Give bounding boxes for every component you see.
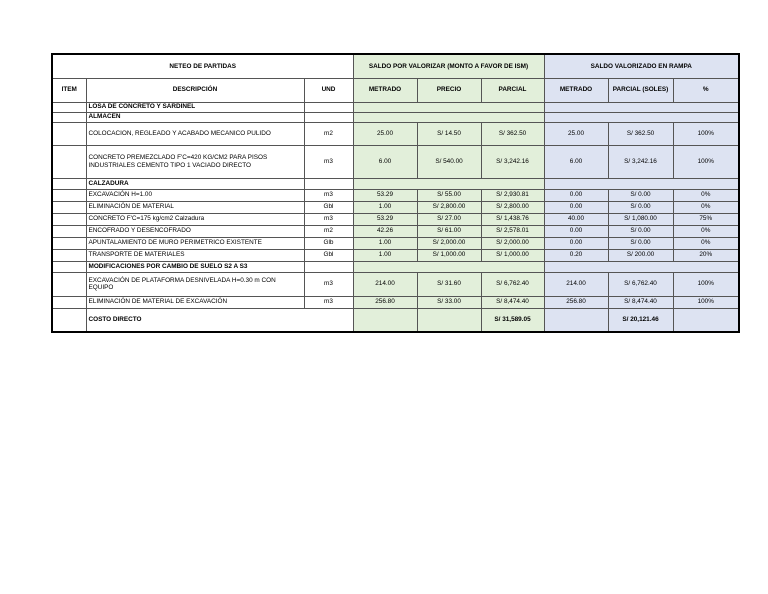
row-percent: 0%: [673, 225, 739, 237]
row-parcial: S/ 2,800.00: [481, 201, 544, 213]
row-parcial: S/ 362.50: [481, 122, 544, 145]
col-precio: PRECIO: [417, 78, 481, 102]
table-row: [52, 122, 739, 145]
row-desc: COLOCACION, REGLEADO Y ACABADO MECANICO PULIDO: [86, 122, 304, 145]
row-parcial-valorizado: S/ 8,474.40: [608, 296, 673, 308]
col-metrado-valorizado: METRADO: [544, 78, 608, 102]
row-metrado-valorizado: 0.00: [544, 201, 608, 213]
col-parcial: PARCIAL: [481, 78, 544, 102]
header-neteo: NETEO DE PARTIDAS: [52, 54, 353, 78]
row-parcial: S/ 2,578.01: [481, 225, 544, 237]
row-metrado: 214.00: [353, 272, 417, 296]
row-metrado-valorizado: 214.00: [544, 272, 608, 296]
section-losa: LOSA DE CONCRETO Y SARDINEL: [86, 102, 304, 112]
row-metrado: 6.00: [353, 145, 417, 178]
row-metrado-valorizado: 25.00: [544, 122, 608, 145]
row-und: m3: [304, 296, 353, 308]
row-metrado: 53.29: [353, 213, 417, 225]
table-row: [52, 272, 739, 296]
table-row: [52, 201, 739, 213]
row-percent: 100%: [673, 272, 739, 296]
table-row: [52, 189, 739, 201]
row-und: m3: [304, 272, 353, 296]
row-percent: 75%: [673, 213, 739, 225]
total-label: COSTO DIRECTO: [86, 308, 353, 332]
row-parcial: S/ 2,000.00: [481, 237, 544, 249]
row-desc: EXCAVACIÓN DE PLATAFORMA DESNIVELADA H=0.30 m CON EQUIPO: [86, 272, 304, 296]
row-precio: S/ 14.50: [417, 122, 481, 145]
row-und: m3: [304, 189, 353, 201]
row-metrado-valorizado: 0.00: [544, 225, 608, 237]
row-metrado: 1.00: [353, 201, 417, 213]
row-parcial-valorizado: S/ 3,242.16: [608, 145, 673, 178]
col-percent: %: [673, 78, 739, 102]
row-parcial: S/ 2,930.81: [481, 189, 544, 201]
row-percent: 100%: [673, 296, 739, 308]
row-metrado: 25.00: [353, 122, 417, 145]
row-precio: S/ 2,000.00: [417, 237, 481, 249]
row-desc: EXCAVACIÓN H=1.00: [86, 189, 304, 201]
row-precio: S/ 61.00: [417, 225, 481, 237]
section-calzadura: CALZADURA: [86, 178, 304, 189]
col-und: UND: [304, 78, 353, 102]
row-parcial-valorizado: S/ 1,080.00: [608, 213, 673, 225]
row-desc: ENCOFRADO Y DESENCOFRADO: [86, 225, 304, 237]
table-row: [52, 296, 739, 308]
row-desc: ELIMINACIÓN DE MATERIAL DE EXCAVACIÓN: [86, 296, 304, 308]
row-metrado: 1.00: [353, 237, 417, 249]
row-metrado: 256.80: [353, 296, 417, 308]
row-precio: S/ 55.00: [417, 189, 481, 201]
header-saldo-por-valorizar: SALDO POR VALORIZAR (MONTO A FAVOR DE ISM): [353, 54, 544, 78]
section-modificaciones: MODIFICACIONES POR CAMBIO DE SUELO S2 A S3: [86, 261, 304, 272]
row-parcial: S/ 1,000.00: [481, 249, 544, 261]
row-parcial: S/ 8,474.40: [481, 296, 544, 308]
row-desc: ELIMINACIÓN DE MATERIAL: [86, 201, 304, 213]
neteo-table: [51, 53, 740, 333]
table-row: [52, 225, 739, 237]
row-und: m2: [304, 122, 353, 145]
row-percent: 0%: [673, 189, 739, 201]
row-percent: 100%: [673, 122, 739, 145]
row-parcial: S/ 3,242.16: [481, 145, 544, 178]
row-percent: 0%: [673, 237, 739, 249]
col-descripcion: DESCRIPCIÓN: [86, 78, 304, 102]
row-parcial-valorizado: S/ 6,762.40: [608, 272, 673, 296]
row-desc: APUNTALAMIENTO DE MURO PERIMETRICO EXISTENTE: [86, 237, 304, 249]
col-item: ITEM: [52, 78, 86, 102]
row-parcial-valorizado: S/ 362.50: [608, 122, 673, 145]
row-precio: S/ 540.00: [417, 145, 481, 178]
row-und: m3: [304, 145, 353, 178]
table-row: [52, 237, 739, 249]
header-saldo-valorizado: SALDO VALORIZADO EN RAMPA: [544, 54, 739, 78]
row-und: Glb: [304, 237, 353, 249]
table-row: [52, 213, 739, 225]
row-percent: 100%: [673, 145, 739, 178]
row-metrado: 53.29: [353, 189, 417, 201]
col-metrado: METRADO: [353, 78, 417, 102]
row-metrado: 1.00: [353, 249, 417, 261]
row-und: Gbl: [304, 249, 353, 261]
row-metrado-valorizado: 256.80: [544, 296, 608, 308]
row-percent: 0%: [673, 201, 739, 213]
total-parcial: S/ 31,589.05: [481, 308, 544, 332]
row-parcial: S/ 6,762.40: [481, 272, 544, 296]
row-metrado: 42.26: [353, 225, 417, 237]
row-metrado-valorizado: 0.00: [544, 237, 608, 249]
row-parcial-valorizado: S/ 0.00: [608, 189, 673, 201]
row-desc: CONCRETO PREMEZCLADO F'C=420 KG/CM2 PARA PISOS INDUSTRIALES CEMENTO TIPO 1 VACIADO DIRECTO: [86, 145, 304, 178]
row-precio: S/ 27.00: [417, 213, 481, 225]
row-parcial-valorizado: S/ 0.00: [608, 237, 673, 249]
row-parcial: S/ 1,438.76: [481, 213, 544, 225]
row-metrado-valorizado: 0.20: [544, 249, 608, 261]
row-parcial-valorizado: S/ 0.00: [608, 225, 673, 237]
total-parcial-valorizado: S/ 20,121.46: [608, 308, 673, 332]
row-precio: S/ 31.60: [417, 272, 481, 296]
row-metrado-valorizado: 0.00: [544, 189, 608, 201]
row-precio: S/ 2,800.00: [417, 201, 481, 213]
col-parcial-soles: PARCIAL (SOLES): [608, 78, 673, 102]
row-desc: TRANSPORTE DE MATERIALES: [86, 249, 304, 261]
row-desc: CONCRETO F'C=175 kg/cm2 Calzadura: [86, 213, 304, 225]
total-row: [52, 308, 739, 332]
section-almacen: ALMACEN: [86, 112, 304, 122]
row-percent: 20%: [673, 249, 739, 261]
row-und: Gbl: [304, 201, 353, 213]
table-row: [52, 145, 739, 178]
row-und: m2: [304, 225, 353, 237]
row-metrado-valorizado: 6.00: [544, 145, 608, 178]
table-row: [52, 249, 739, 261]
row-und: m3: [304, 213, 353, 225]
row-parcial-valorizado: S/ 200.00: [608, 249, 673, 261]
row-parcial-valorizado: S/ 0.00: [608, 201, 673, 213]
row-precio: S/ 1,000.00: [417, 249, 481, 261]
row-precio: S/ 33.00: [417, 296, 481, 308]
row-metrado-valorizado: 40.00: [544, 213, 608, 225]
